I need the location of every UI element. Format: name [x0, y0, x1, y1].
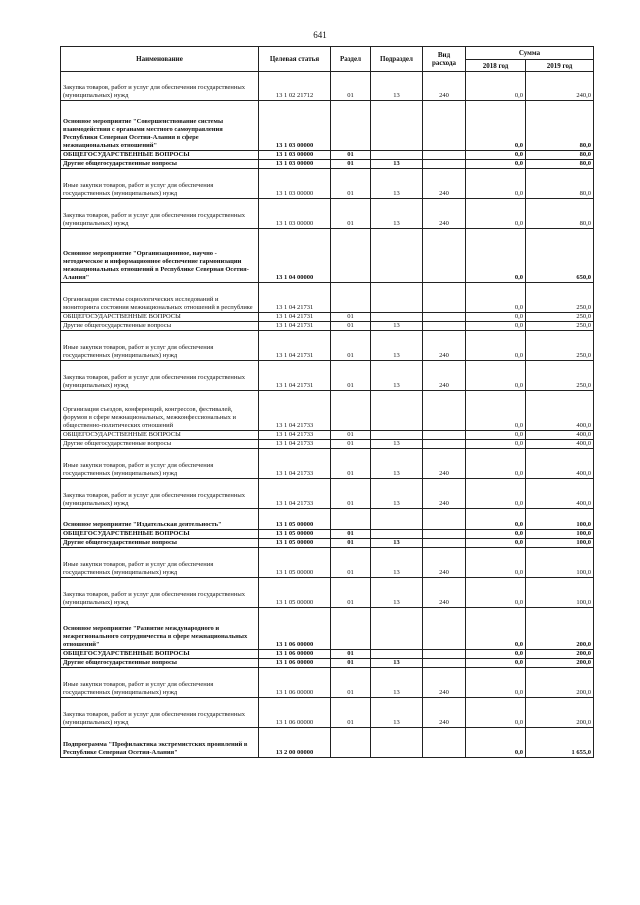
table-row — [61, 72, 594, 101]
row-target: 13 1 04 21733 — [259, 449, 331, 479]
row-target: 13 1 04 21733 — [259, 431, 331, 440]
row-expense-type — [423, 391, 466, 431]
row-subsection — [371, 431, 423, 440]
row-section — [331, 391, 371, 431]
row-sum-2018: 0,0 — [466, 659, 526, 668]
row-target: 13 1 02 21712 — [259, 72, 331, 101]
row-subsection: 13 — [371, 548, 423, 578]
row-sum-2018: 0,0 — [466, 440, 526, 449]
row-sum-2019: 400,0 — [526, 431, 594, 440]
row-section: 01 — [331, 199, 371, 229]
row-sum-2018: 0,0 — [466, 698, 526, 728]
row-section — [331, 608, 371, 650]
row-expense-type: 240 — [423, 361, 466, 391]
row-target: 13 1 05 00000 — [259, 509, 331, 530]
row-expense-type: 240 — [423, 72, 466, 101]
row-section: 01 — [331, 698, 371, 728]
page-number: 641 — [313, 30, 327, 40]
row-section: 01 — [331, 361, 371, 391]
row-sum-2019: 400,0 — [526, 391, 594, 431]
row-section: 01 — [331, 659, 371, 668]
table-row — [61, 728, 594, 758]
row-name: Закупка товаров, работ и услуг для обеспечения государственных (муниципальных) нужд — [61, 72, 259, 101]
row-expense-type — [423, 229, 466, 283]
row-subsection: 13 — [371, 169, 423, 199]
row-name: Подпрограмма "Профилактика экстремистских проявлений в Республике Северная Осетия-Алания" — [61, 728, 259, 758]
row-subsection: 13 — [371, 698, 423, 728]
row-subsection — [371, 229, 423, 283]
row-section: 01 — [331, 668, 371, 698]
row-name: Закупка товаров, работ и услуг для обеспечения государственных (муниципальных) нужд — [61, 361, 259, 391]
row-subsection: 13 — [371, 479, 423, 509]
row-target: 13 1 06 00000 — [259, 608, 331, 650]
row-name: Другие общегосударственные вопросы — [61, 539, 259, 548]
row-sum-2019: 250,0 — [526, 361, 594, 391]
row-sum-2019: 80,0 — [526, 160, 594, 169]
row-expense-type: 240 — [423, 668, 466, 698]
row-expense-type — [423, 530, 466, 539]
table-row — [61, 578, 594, 608]
header-year-2019: 2019 год — [526, 60, 594, 72]
row-name: Другие общегосударственные вопросы — [61, 440, 259, 449]
row-subsection — [371, 313, 423, 322]
row-sum-2018: 0,0 — [466, 578, 526, 608]
row-subsection — [371, 101, 423, 151]
row-name: ОБЩЕГОСУДАРСТВЕННЫЕ ВОПРОСЫ — [61, 530, 259, 539]
row-expense-type: 240 — [423, 449, 466, 479]
row-sum-2019: 240,0 — [526, 72, 594, 101]
row-expense-type — [423, 608, 466, 650]
row-subsection — [371, 391, 423, 431]
row-sum-2018: 0,0 — [466, 229, 526, 283]
row-name: Основное мероприятие "Развитие международного и межрегионального сотрудничества в сфере межнациональных отношений" — [61, 608, 259, 650]
row-expense-type — [423, 539, 466, 548]
row-sum-2018: 0,0 — [466, 101, 526, 151]
row-target: 13 1 04 21731 — [259, 361, 331, 391]
row-sum-2019: 400,0 — [526, 479, 594, 509]
row-target: 13 1 03 00000 — [259, 199, 331, 229]
row-target: 13 1 06 00000 — [259, 698, 331, 728]
row-target: 13 1 04 21731 — [259, 313, 331, 322]
table-row — [61, 101, 594, 151]
row-target: 13 1 04 21733 — [259, 440, 331, 449]
row-name: Иные закупки товаров, работ и услуг для обеспечения государственных (муниципальных) нужд — [61, 331, 259, 361]
row-section: 01 — [331, 169, 371, 199]
table-row — [61, 650, 594, 659]
row-sum-2019: 1 655,0 — [526, 728, 594, 758]
row-section: 01 — [331, 331, 371, 361]
row-section — [331, 728, 371, 758]
row-sum-2019: 100,0 — [526, 509, 594, 530]
row-sum-2019: 100,0 — [526, 548, 594, 578]
row-target: 13 1 04 21733 — [259, 391, 331, 431]
row-sum-2018: 0,0 — [466, 313, 526, 322]
row-sum-2018: 0,0 — [466, 548, 526, 578]
row-name: ОБЩЕГОСУДАРСТВЕННЫЕ ВОПРОСЫ — [61, 650, 259, 659]
row-sum-2019: 200,0 — [526, 668, 594, 698]
row-sum-2018: 0,0 — [466, 361, 526, 391]
row-target: 13 1 04 00000 — [259, 229, 331, 283]
row-subsection: 13 — [371, 322, 423, 331]
row-sum-2019: 100,0 — [526, 578, 594, 608]
row-section: 01 — [331, 539, 371, 548]
row-expense-type: 240 — [423, 578, 466, 608]
row-expense-type: 240 — [423, 698, 466, 728]
header-year-2018: 2018 год — [466, 60, 526, 72]
row-subsection: 13 — [371, 668, 423, 698]
row-sum-2018: 0,0 — [466, 331, 526, 361]
row-subsection: 13 — [371, 539, 423, 548]
row-target: 13 1 06 00000 — [259, 650, 331, 659]
row-name: Закупка товаров, работ и услуг для обеспечения государственных (муниципальных) нужд — [61, 479, 259, 509]
row-sum-2018: 0,0 — [466, 199, 526, 229]
row-expense-type — [423, 509, 466, 530]
table-row — [61, 160, 594, 169]
row-expense-type: 240 — [423, 548, 466, 578]
row-section: 01 — [331, 650, 371, 659]
row-sum-2019: 650,0 — [526, 229, 594, 283]
row-subsection — [371, 530, 423, 539]
row-name: Закупка товаров, работ и услуг для обеспечения государственных (муниципальных) нужд — [61, 698, 259, 728]
table-row — [61, 449, 594, 479]
row-section: 01 — [331, 160, 371, 169]
row-sum-2019: 250,0 — [526, 313, 594, 322]
row-sum-2019: 80,0 — [526, 151, 594, 160]
row-expense-type: 240 — [423, 199, 466, 229]
row-target: 13 1 06 00000 — [259, 668, 331, 698]
row-name: ОБЩЕГОСУДАРСТВЕННЫЕ ВОПРОСЫ — [61, 313, 259, 322]
row-section: 01 — [331, 72, 371, 101]
row-sum-2019: 400,0 — [526, 449, 594, 479]
row-sum-2019: 200,0 — [526, 698, 594, 728]
row-name: Закупка товаров, работ и услуг для обеспечения государственных (муниципальных) нужд — [61, 199, 259, 229]
row-name: Иные закупки товаров, работ и услуг для обеспечения государственных (муниципальных) нужд — [61, 449, 259, 479]
row-target: 13 1 03 00000 — [259, 169, 331, 199]
header-expense-type-line2: расхода — [432, 59, 456, 67]
table-row — [61, 391, 594, 431]
row-section: 01 — [331, 479, 371, 509]
row-subsection: 13 — [371, 578, 423, 608]
table-row — [61, 361, 594, 391]
row-sum-2019: 80,0 — [526, 101, 594, 151]
row-expense-type — [423, 322, 466, 331]
table-row — [61, 331, 594, 361]
header-subsection: Подраздел — [371, 47, 423, 72]
row-subsection — [371, 509, 423, 530]
row-sum-2018: 0,0 — [466, 530, 526, 539]
row-target: 13 1 04 21731 — [259, 331, 331, 361]
row-section: 01 — [331, 440, 371, 449]
header-sum: Сумма — [466, 47, 594, 60]
row-section: 01 — [331, 431, 371, 440]
table-row — [61, 548, 594, 578]
row-sum-2018: 0,0 — [466, 391, 526, 431]
header-expense-type-line1: Вид — [437, 51, 451, 59]
row-expense-type — [423, 101, 466, 151]
row-section — [331, 283, 371, 313]
header-section: Раздел — [331, 47, 371, 72]
row-target: 13 1 04 21731 — [259, 322, 331, 331]
row-subsection — [371, 650, 423, 659]
row-subsection — [371, 151, 423, 160]
row-name: Иные закупки товаров, работ и услуг для обеспечения государственных (муниципальных) нужд — [61, 668, 259, 698]
row-sum-2019: 80,0 — [526, 169, 594, 199]
row-name: Другие общегосударственные вопросы — [61, 659, 259, 668]
row-name: Основное мероприятие "Совершенствование системы взаимодействия с органами местного самоуправления Республики Северная Осетия-Алания в сфере межнациональных отношений" — [61, 101, 259, 151]
row-expense-type — [423, 659, 466, 668]
row-sum-2019: 100,0 — [526, 530, 594, 539]
row-target: 13 1 05 00000 — [259, 539, 331, 548]
row-sum-2018: 0,0 — [466, 160, 526, 169]
table-row — [61, 322, 594, 331]
row-section — [331, 229, 371, 283]
row-sum-2018: 0,0 — [466, 283, 526, 313]
row-sum-2018: 0,0 — [466, 322, 526, 331]
table-row — [61, 229, 594, 283]
table-row — [61, 313, 594, 322]
row-name: Основное мероприятие "Издательская деятельность" — [61, 509, 259, 530]
row-target: 13 1 03 00000 — [259, 151, 331, 160]
row-name: Основное мероприятие "Организационное, научно - методическое и информационное обеспечение гармонизации межнациональных отношений в Республике Северная Осетия-Алания" — [61, 229, 259, 283]
row-name: Другие общегосударственные вопросы — [61, 322, 259, 331]
row-name: Закупка товаров, работ и услуг для обеспечения государственных (муниципальных) нужд — [61, 578, 259, 608]
row-expense-type: 240 — [423, 169, 466, 199]
row-sum-2018: 0,0 — [466, 431, 526, 440]
row-sum-2018: 0,0 — [466, 728, 526, 758]
row-subsection: 13 — [371, 199, 423, 229]
row-section — [331, 101, 371, 151]
table-row — [61, 698, 594, 728]
table-row — [61, 659, 594, 668]
row-section: 01 — [331, 313, 371, 322]
row-expense-type — [423, 440, 466, 449]
row-name: ОБЩЕГОСУДАРСТВЕННЫЕ ВОПРОСЫ — [61, 431, 259, 440]
table-row — [61, 199, 594, 229]
row-expense-type — [423, 283, 466, 313]
row-sum-2019: 200,0 — [526, 650, 594, 659]
row-name: Иные закупки товаров, работ и услуг для обеспечения государственных (муниципальных) нужд — [61, 169, 259, 199]
row-expense-type: 240 — [423, 479, 466, 509]
row-target: 13 1 03 00000 — [259, 160, 331, 169]
row-expense-type — [423, 313, 466, 322]
row-target: 13 1 03 00000 — [259, 101, 331, 151]
table-row — [61, 151, 594, 160]
table-row — [61, 479, 594, 509]
row-section: 01 — [331, 530, 371, 539]
row-subsection: 13 — [371, 331, 423, 361]
row-section: 01 — [331, 449, 371, 479]
row-sum-2018: 0,0 — [466, 650, 526, 659]
row-sum-2018: 0,0 — [466, 509, 526, 530]
row-subsection: 13 — [371, 659, 423, 668]
row-section — [331, 509, 371, 530]
row-sum-2018: 0,0 — [466, 449, 526, 479]
row-expense-type — [423, 650, 466, 659]
row-name: Иные закупки товаров, работ и услуг для обеспечения государственных (муниципальных) нужд — [61, 548, 259, 578]
row-subsection: 13 — [371, 72, 423, 101]
row-expense-type — [423, 160, 466, 169]
row-sum-2018: 0,0 — [466, 151, 526, 160]
table-row — [61, 431, 594, 440]
row-subsection: 13 — [371, 449, 423, 479]
header-target: Целевая статья — [259, 47, 331, 72]
row-expense-type — [423, 151, 466, 160]
row-expense-type: 240 — [423, 331, 466, 361]
table-row — [61, 530, 594, 539]
row-sum-2018: 0,0 — [466, 668, 526, 698]
row-target: 13 1 05 00000 — [259, 530, 331, 539]
row-sum-2019: 200,0 — [526, 608, 594, 650]
row-sum-2019: 400,0 — [526, 440, 594, 449]
table-row — [61, 608, 594, 650]
header-expense-type — [423, 47, 466, 72]
row-subsection — [371, 728, 423, 758]
row-section: 01 — [331, 151, 371, 160]
row-sum-2019: 250,0 — [526, 331, 594, 361]
budget-table — [60, 46, 594, 758]
row-subsection: 13 — [371, 361, 423, 391]
row-sum-2018: 0,0 — [466, 479, 526, 509]
table-row — [61, 539, 594, 548]
row-sum-2018: 0,0 — [466, 608, 526, 650]
row-name: Организация съездов, конференций, конгрессов, фестивалей, форумов в сфере межнациональных, межконфессиональных и общественно-политических отношений — [61, 391, 259, 431]
row-sum-2018: 0,0 — [466, 169, 526, 199]
header-row — [61, 47, 594, 60]
row-name: ОБЩЕГОСУДАРСТВЕННЫЕ ВОПРОСЫ — [61, 151, 259, 160]
table-row — [61, 668, 594, 698]
row-name: Другие общегосударственные вопросы — [61, 160, 259, 169]
row-subsection — [371, 608, 423, 650]
row-expense-type — [423, 728, 466, 758]
row-sum-2019: 200,0 — [526, 659, 594, 668]
row-target: 13 1 06 00000 — [259, 659, 331, 668]
row-target: 13 1 04 21731 — [259, 283, 331, 313]
row-subsection — [371, 283, 423, 313]
row-section: 01 — [331, 578, 371, 608]
row-section: 01 — [331, 548, 371, 578]
table-row — [61, 509, 594, 530]
row-target: 13 1 05 00000 — [259, 548, 331, 578]
row-sum-2019: 80,0 — [526, 199, 594, 229]
table-row — [61, 283, 594, 313]
row-sum-2019: 100,0 — [526, 539, 594, 548]
row-sum-2019: 250,0 — [526, 322, 594, 331]
row-sum-2018: 0,0 — [466, 539, 526, 548]
row-target: 13 1 04 21733 — [259, 479, 331, 509]
row-expense-type — [423, 431, 466, 440]
row-sum-2018: 0,0 — [466, 72, 526, 101]
table-row — [61, 440, 594, 449]
row-target: 13 1 05 00000 — [259, 578, 331, 608]
row-subsection: 13 — [371, 160, 423, 169]
row-sum-2019: 250,0 — [526, 283, 594, 313]
header-name: Наименование — [61, 47, 259, 72]
row-section: 01 — [331, 322, 371, 331]
row-target: 13 2 00 00000 — [259, 728, 331, 758]
table-row — [61, 169, 594, 199]
row-subsection: 13 — [371, 440, 423, 449]
row-name: Организация системы социологических исследований и мониторинга состояния межнациональных отношений в республике — [61, 283, 259, 313]
